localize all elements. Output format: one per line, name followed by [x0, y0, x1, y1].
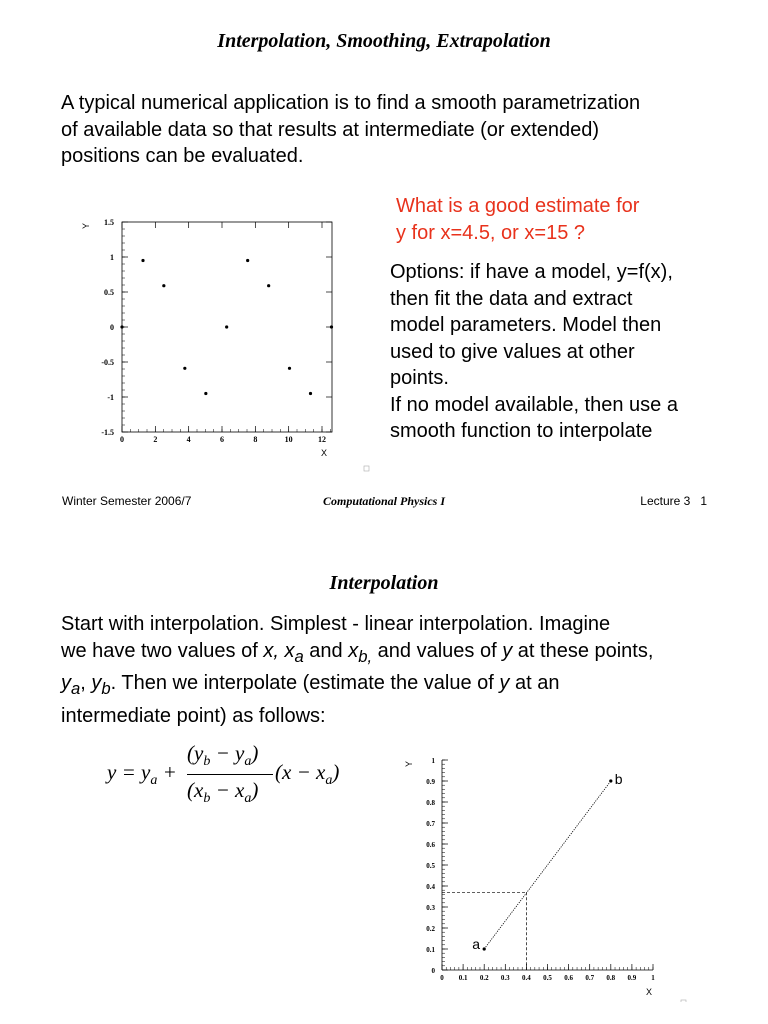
x-tick-label: 0	[120, 435, 124, 444]
footer-left: Winter Semester 2006/7	[62, 494, 192, 508]
eq-part: a	[325, 773, 333, 789]
y-tick-label: 0.8	[426, 799, 435, 807]
eq-part: − x	[210, 778, 245, 802]
slide2-text	[61, 611, 653, 729]
text-run: b,	[358, 646, 373, 666]
interpolation-chart	[400, 750, 690, 1002]
text-run: y	[499, 672, 510, 694]
x-tick-label: 10	[284, 435, 293, 444]
y-tick-label: 0.2	[426, 925, 435, 933]
x-axis-label: X	[320, 448, 328, 458]
x-tick-label: 0.5	[543, 974, 552, 982]
text-run: . Then we interpolate (estimate the value of	[110, 672, 500, 694]
point-a-label: a	[472, 936, 480, 952]
y-tick-label: 0.5	[104, 288, 114, 297]
slide2-title: Interpolation	[329, 572, 439, 594]
y-tick-label: 0.9	[426, 778, 435, 786]
eq-fraction-bar	[187, 774, 273, 775]
options-line: Options: if have a model, y=f(x),	[390, 261, 673, 283]
data-point	[120, 325, 123, 328]
point-b	[609, 779, 612, 782]
eq-part: a	[150, 773, 158, 789]
x-tick-label: 0.8	[606, 974, 616, 982]
text-run: a	[71, 679, 81, 698]
corner-mark	[681, 1000, 686, 1002]
text-run: and	[303, 639, 349, 662]
text-line: intermediate point) as follows:	[61, 704, 326, 727]
x-tick-label: 0.9	[627, 974, 637, 982]
text-run: at these points,	[512, 639, 654, 662]
x-tick-label: 0.6	[564, 974, 573, 982]
x-tick-label: 0.7	[585, 974, 595, 982]
text-run: we have two values of	[61, 639, 264, 662]
options-line: model parameters. Model then	[390, 314, 662, 336]
data-point	[267, 284, 270, 287]
question-line: y for x=4.5, or x=15 ?	[396, 221, 585, 244]
text-run: y	[61, 672, 71, 694]
text-line: Start with interpolation. Simplest - linear interpolation. Imagine	[61, 613, 611, 635]
x-tick-label: 0.3	[500, 974, 510, 982]
eq-part: b	[203, 791, 211, 807]
text-line	[61, 638, 653, 671]
question-line: What is a good estimate for	[396, 195, 640, 217]
y-tick-label: 1	[110, 253, 114, 262]
point-b-label: b	[614, 771, 623, 787]
slide1-intro	[61, 90, 640, 170]
eq-denominator	[187, 778, 258, 807]
slide1-options	[390, 259, 678, 445]
y-tick-label: 0.3	[426, 904, 435, 912]
y-tick-label: -1.5	[101, 428, 114, 437]
scatter-chart	[75, 212, 375, 472]
point-a	[483, 947, 486, 950]
data-point	[288, 367, 291, 370]
eq-part: b	[203, 754, 211, 770]
data-point	[141, 259, 144, 262]
options-line: then fit the data and extract	[390, 287, 633, 310]
x-axis-label: X	[645, 987, 653, 997]
intro-line: of available data so that results at intermediate (or extended)	[61, 118, 600, 141]
text-run: ,	[80, 672, 92, 694]
eq-part: a	[244, 791, 252, 807]
data-point	[162, 284, 165, 287]
text-run: y	[502, 639, 513, 662]
y-tick-label: 0.7	[426, 820, 435, 828]
text-line	[61, 670, 653, 703]
eq-part: − y	[210, 741, 245, 765]
x-tick-label: 2	[153, 435, 158, 444]
text-run: and values of	[372, 639, 503, 662]
y-tick-label: -0.5	[101, 358, 114, 367]
text-run: x, x	[263, 639, 295, 662]
x-tick-label: 12	[318, 435, 326, 444]
x-tick-label: 8	[253, 435, 258, 444]
intro-line: positions can be evaluated.	[61, 145, 304, 167]
text-run: a	[294, 646, 304, 666]
options-line: used to give values at other	[390, 340, 635, 363]
eq-lhs	[107, 760, 177, 789]
eq-part: )	[251, 741, 259, 765]
eq-part: (x	[187, 778, 204, 802]
text-run: b	[101, 679, 111, 698]
slide1-question	[396, 193, 639, 246]
corner-mark	[364, 466, 369, 471]
y-tick-label: 0.5	[426, 862, 435, 870]
x-tick-label: 1	[651, 974, 655, 982]
x-tick-label: 0.2	[479, 974, 489, 982]
y-tick-label: 1	[431, 757, 435, 765]
x-tick-label: 0.4	[522, 974, 531, 982]
y-tick-label: 0.6	[426, 841, 435, 849]
eq-part: )	[251, 778, 259, 802]
x-tick-label: 6	[220, 435, 224, 444]
eq-numerator	[187, 741, 258, 770]
x-tick-label: 0.1	[458, 974, 468, 982]
slide1-title: Interpolation, Smoothing, Extrapolation	[217, 30, 551, 52]
y-tick-label: 0.1	[426, 946, 435, 954]
text-run: y	[91, 672, 102, 694]
data-point	[204, 392, 207, 395]
eq-part: +	[157, 760, 177, 784]
y-tick-label: 0.4	[426, 883, 435, 891]
y-tick-label: 0	[431, 967, 435, 975]
eq-part: (x − x	[275, 760, 326, 784]
text-run: at an	[509, 672, 560, 694]
data-point	[246, 259, 249, 262]
eq-part: y = y	[107, 760, 151, 784]
options-line: smooth function to interpolate	[390, 420, 653, 442]
y-tick-label: 0	[110, 323, 114, 332]
data-point	[309, 392, 312, 395]
eq-part: )	[332, 760, 340, 784]
eq-part: (y	[187, 741, 204, 765]
interpolation-line	[484, 781, 611, 949]
data-point	[183, 367, 186, 370]
eq-tail	[275, 760, 339, 789]
data-point	[330, 325, 333, 328]
eq-part: a	[244, 754, 252, 770]
y-tick-label: 1.5	[104, 218, 114, 227]
x-tick-label: 0	[440, 974, 444, 982]
text-run: x	[348, 639, 359, 662]
data-point	[225, 325, 228, 328]
y-tick-label: -1	[107, 393, 114, 402]
options-line: points.	[390, 367, 449, 389]
y-axis-label: Y	[404, 760, 414, 768]
footer-center: Computational Physics I	[322, 494, 446, 508]
footer-right: Lecture 3 1	[640, 494, 707, 508]
y-axis-label: Y	[81, 222, 91, 230]
x-tick-label: 4	[186, 435, 191, 444]
intro-line: A typical numerical application is to find a smooth parametrization	[61, 92, 641, 114]
options-line: If no model available, then use a	[390, 393, 678, 416]
